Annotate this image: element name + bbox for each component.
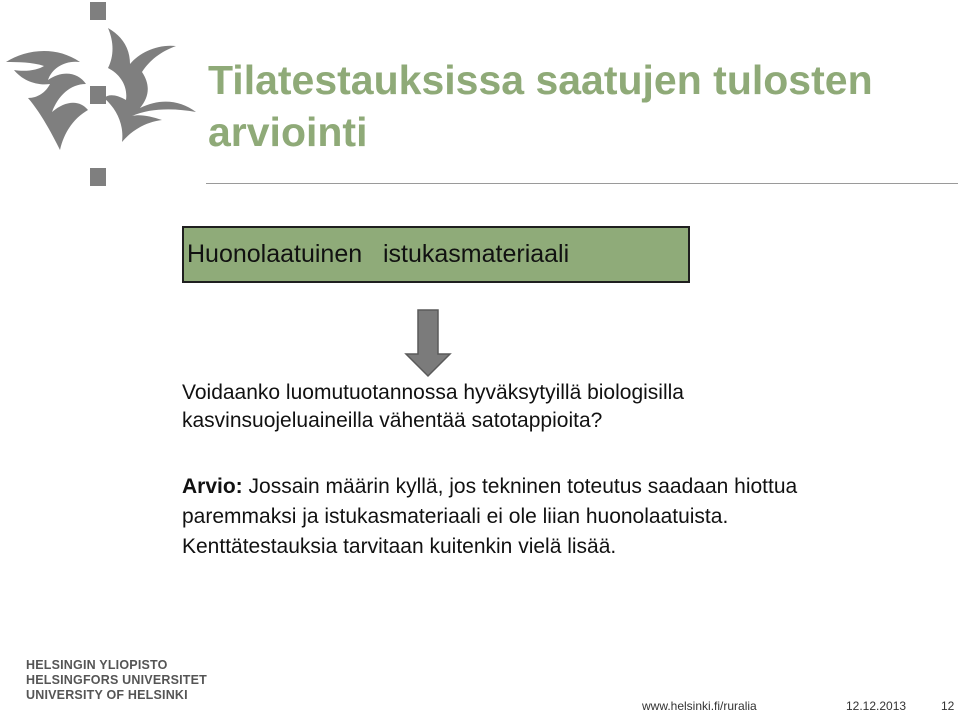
university-name-fi: HELSINGIN YLIOPISTO: [26, 658, 168, 672]
assessment-text: Jossain määrin kyllä, jos tekninen toteutus saadaan hiottua paremmaksi ja istukasmateriaali ei ole liian huonolaatuista. Kenttätestauksia tarvitaan kuitenkin vielä lisää.: [182, 475, 798, 558]
topic-box-text: Huonolaatuinen istukasmateriaali: [187, 240, 570, 268]
research-question: Voidaanko luomutuotannossa hyväksytyillä biologisilla kasvinsuojeluaineilla vähentää satotappioita?: [182, 381, 684, 432]
university-name-sv: HELSINGFORS UNIVERSITET: [26, 673, 208, 687]
title-divider: [206, 183, 958, 184]
topic-box: [182, 226, 690, 283]
university-names: [26, 658, 207, 703]
down-arrow-icon: [404, 308, 452, 378]
page-number: 12: [941, 699, 955, 713]
assessment-paragraph: [182, 472, 862, 562]
footer-url: www.helsinki.fi/ruralia: [642, 699, 757, 713]
slide-title: Tilatestauksissa saatujen tulosten arviointi: [208, 57, 873, 155]
university-name-en: UNIVERSITY OF HELSINKI: [26, 688, 188, 702]
footer-date: 12.12.2013: [846, 699, 907, 713]
assessment-label: Arvio:: [182, 475, 243, 498]
university-logo: [0, 0, 200, 195]
